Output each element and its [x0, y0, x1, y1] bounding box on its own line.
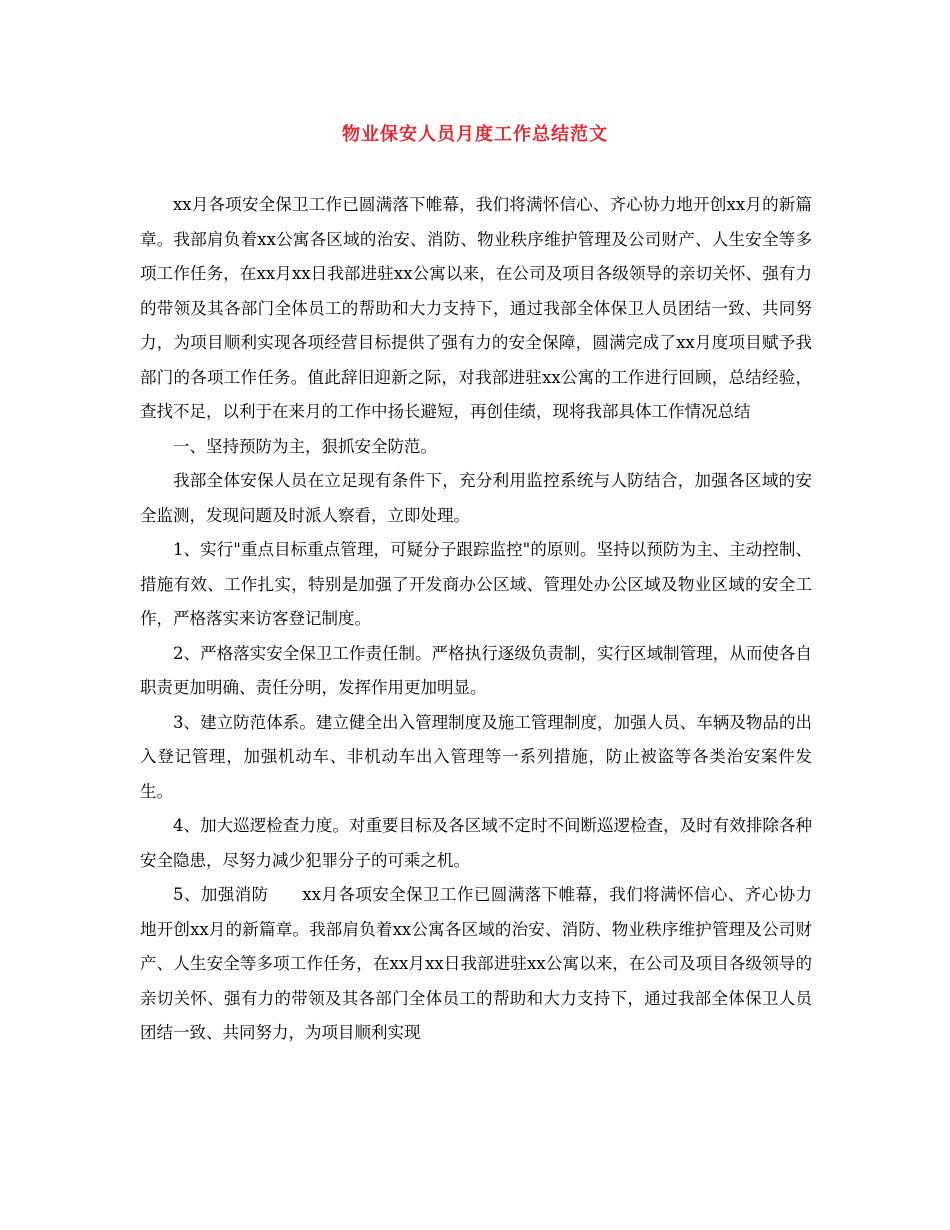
list-item-5: 5、加强消防 xx月各项安全保卫工作已圆满落下帷幕，我们将满怀信心、齐心协力地开创xx月的新篇章。我部肩负着xx公寓各区域的治安、消防、物业秩序维护管理及公司财产、人生安全等多项工作任务，在xx月xx日我部进驻xx公寓以来，在公司及项目各级领导的亲切关怀、强有力的带领及其各部门全体员工的帮助和大力支持下，通过我部全体保卫人员团结一致、共同努力，为项目顺利实现	[140, 885, 812, 1042]
paragraph: 我部全体安保人员在立足现有条件下，充分利用监控系统与人防结合，加强各区域的安全监测，发现问题及时派人察看，立即处理。	[140, 471, 812, 525]
document-title: 物业保安人员月度工作总结范文	[342, 124, 608, 145]
list-item-4: 4、加大巡逻检查力度。对重要目标及各区域不定时不间断巡逻检查，及时有效排除各种安全隐患，尽努力减少犯罪分子的可乘之机。	[140, 816, 812, 870]
document-body	[140, 188, 812, 1051]
section-heading-1: 一、坚持预防为主，狠抓安全防范。	[173, 436, 437, 456]
paragraph-intro: xx月各项安全保卫工作已圆满落下帷幕，我们将满怀信心、齐心协力地开创xx月的新篇章。我部肩负着xx公寓各区域的治安、消防、物业秩序维护管理及公司财产、人生安全等多项工作任务，在xx月xx日我部进驻xx公寓以来，在公司及项目各级领导的亲切关怀、强有力的带领及其各部门全体员工的帮助和大力支持下，通过我部全体保卫人员团结一致、共同努力，为项目顺利实现各项经营目标提供了强有力的安全保障，圆满完成了xx月度项目赋予我部门的各项工作任务。值此辞旧迎新之际，对我部进驻xx公寓的工作进行回顾，总结经验，查找不足，以利于在来月的工作中扬长避短，再创佳绩，现将我部具体工作情况总结	[140, 195, 812, 421]
list-item-3: 3、建立防范体系。建立健全出入管理制度及施工管理制度，加强人员、车辆及物品的出入登记管理，加强机动车、非机动车出入管理等一系列措施，防止被盗等各类治安案件发生。	[140, 712, 812, 801]
list-item-1: 1、实行"重点目标重点管理，可疑分子跟踪监控"的原则。坚持以预防为主、主动控制、措施有效、工作扎实，特别是加强了开发商办公区域、管理处办公区域及物业区域的安全工作，严格落实来访客登记制度。	[140, 540, 812, 628]
list-item-2: 2、严格落实安全保卫工作责任制。严格执行逐级负责制，实行区域制管理，从而使各自职责更加明确、责任分明，发挥作用更加明显。	[140, 643, 812, 697]
